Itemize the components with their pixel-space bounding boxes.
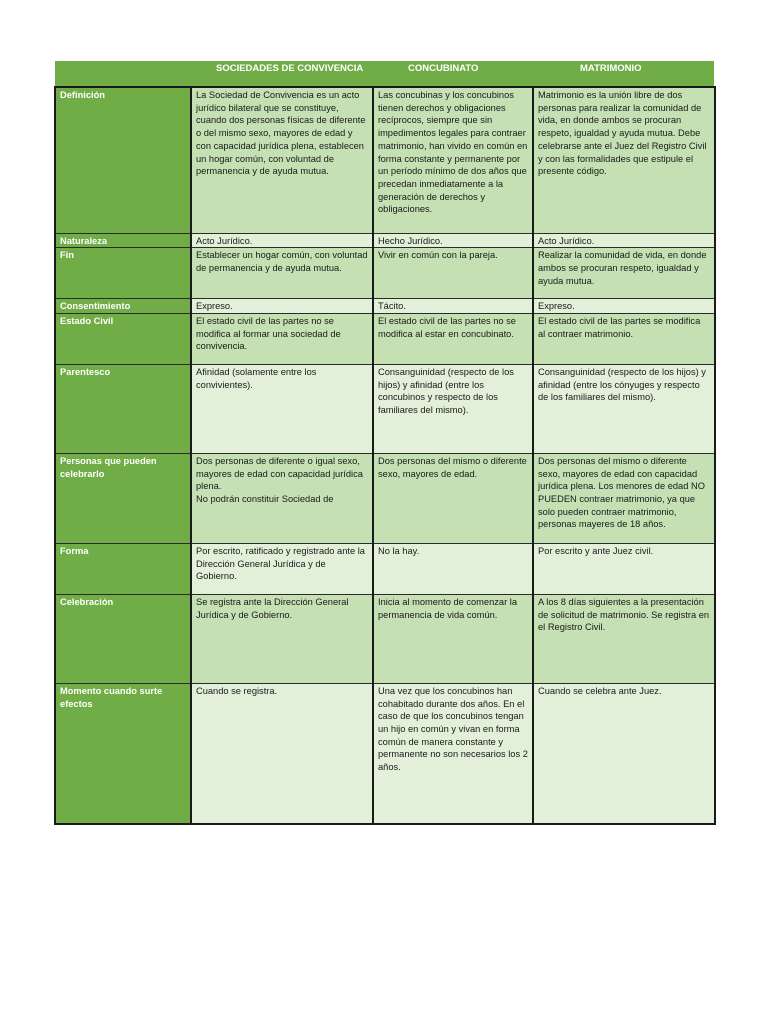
table-row-estado-civil — [55, 313, 715, 364]
cell-concubinato: El estado civil de las partes no se modifica al estar en concubinato. — [373, 313, 533, 364]
table-header-bar — [55, 61, 714, 86]
cell-matrimonio: El estado civil de las partes se modifica al contraer matrimonio. — [533, 313, 715, 364]
cell-concubinato: Tácito. — [373, 299, 533, 314]
row-label: Definición — [55, 87, 191, 233]
cell-concubinato: Una vez que los concubinos han cohabitado durante dos años. En el caso de que los concubinos tengan un hijo en común y vivan en forma común de manera constante y permanente no son necesarios los 2 años. — [373, 683, 533, 824]
cell-matrimonio: Cuando se celebra ante Juez. — [533, 683, 715, 824]
cell-sociedades: Dos personas de diferente o igual sexo, mayores de edad con capacidad jurídica plena. No podrán constituir Sociedad de — [191, 453, 373, 543]
table-row-personas — [55, 453, 715, 543]
row-label: Naturaleza — [55, 233, 191, 248]
cell-sociedades: Por escrito, ratificado y registrado ante la Dirección General Jurídica y de Gobierno. — [191, 543, 373, 594]
cell-matrimonio: Expreso. — [533, 299, 715, 314]
cell-matrimonio: Consanguinidad (respecto de los hijos) y afinidad (entre los cónyuges y respecto de los familiares del mismo). — [533, 364, 715, 453]
table-row-forma — [55, 543, 715, 594]
table-row-fin — [55, 248, 715, 299]
row-label: Consentimiento — [55, 299, 191, 314]
row-label: Estado Civil — [55, 313, 191, 364]
table-row-consentimiento — [55, 299, 715, 314]
cell-matrimonio: Por escrito y ante Juez civil. — [533, 543, 715, 594]
cell-concubinato: No la hay. — [373, 543, 533, 594]
table-row-parentesco — [55, 364, 715, 453]
header-concubinato: CONCUBINATO — [408, 63, 479, 74]
cell-concubinato: Dos personas del mismo o diferente sexo, mayores de edad. — [373, 453, 533, 543]
row-label: Parentesco — [55, 364, 191, 453]
cell-concubinato: Vivir en común con la pareja. — [373, 248, 533, 299]
cell-sociedades: Acto Jurídico. — [191, 233, 373, 248]
cell-matrimonio: A los 8 días siguientes a la presentación de solicitud de matrimonio. Se registra en el Registro Civil. — [533, 594, 715, 683]
cell-matrimonio: Realizar la comunidad de vida, en donde ambos se procuran respeto, igualdad y ayuda mutua. — [533, 248, 715, 299]
table-row-definicion — [55, 87, 715, 233]
cell-concubinato: Inicia al momento de comenzar la permanencia de vida común. — [373, 594, 533, 683]
cell-matrimonio: Matrimonio es la unión libre de dos personas para realizar la comunidad de vida, en donde ambos se procuran respeto, igualdad y ayuda mutua. Debe celebrarse ante el Juez del Registro Civil y con las formalidades que estipule el presente código. — [533, 87, 715, 233]
cell-sociedades: El estado civil de las partes no se modifica al formar una sociedad de convivencia. — [191, 313, 373, 364]
table-row-efectos — [55, 683, 715, 824]
row-label: Fin — [55, 248, 191, 299]
cell-sociedades: Expreso. — [191, 299, 373, 314]
header-matrimonio: MATRIMONIO — [580, 63, 642, 74]
cell-sociedades: Afinidad (solamente entre los convivientes). — [191, 364, 373, 453]
cell-sociedades: Se registra ante la Dirección General Jurídica y de Gobierno. — [191, 594, 373, 683]
cell-concubinato: Hecho Jurídico. — [373, 233, 533, 248]
cell-sociedades: La Sociedad de Convivencia es un acto jurídico bilateral que se constituye, cuando dos personas físicas de diferente o del mismo sexo, mayores de edad y con capacidad jurídica plena, establecen un hogar común, con voluntad de permanencia y de ayuda mutua. — [191, 87, 373, 233]
cell-matrimonio: Acto Jurídico. — [533, 233, 715, 248]
row-label: Personas que pueden celebrarlo — [55, 453, 191, 543]
cell-sociedades: Cuando se registra. — [191, 683, 373, 824]
row-label: Forma — [55, 543, 191, 594]
cell-concubinato: Las concubinas y los concubinos tienen derechos y obligaciones recíprocos, siempre que sin impedimentos legales para contraer matrimonio, han vivido en común en forma constante y permanente por un período mínimo de dos años que precedan inmediatamente a la generación de derechos y obligaciones. — [373, 87, 533, 233]
cell-matrimonio: Dos personas del mismo o diferente sexo, mayores de edad con capacidad jurídica plena. Los menores de edad NO PUEDEN contraer matrimonio, ya que solo pueden contraer matrimonio, personas mayeres de 18 años. — [533, 453, 715, 543]
table-row-naturaleza — [55, 233, 715, 248]
row-label: Celebración — [55, 594, 191, 683]
cell-concubinato: Consanguinidad (respecto de los hijos) y afinidad (entre los concubinos y respecto de los familiares del mismo). — [373, 364, 533, 453]
table-row-celebracion — [55, 594, 715, 683]
cell-sociedades: Establecer un hogar común, con voluntad de permanencia y de ayuda mutua. — [191, 248, 373, 299]
row-label: Momento cuando surte efectos — [55, 683, 191, 824]
header-sociedades: SOCIEDADES DE CONVIVENCIA — [216, 63, 364, 74]
comparison-table — [54, 86, 716, 825]
